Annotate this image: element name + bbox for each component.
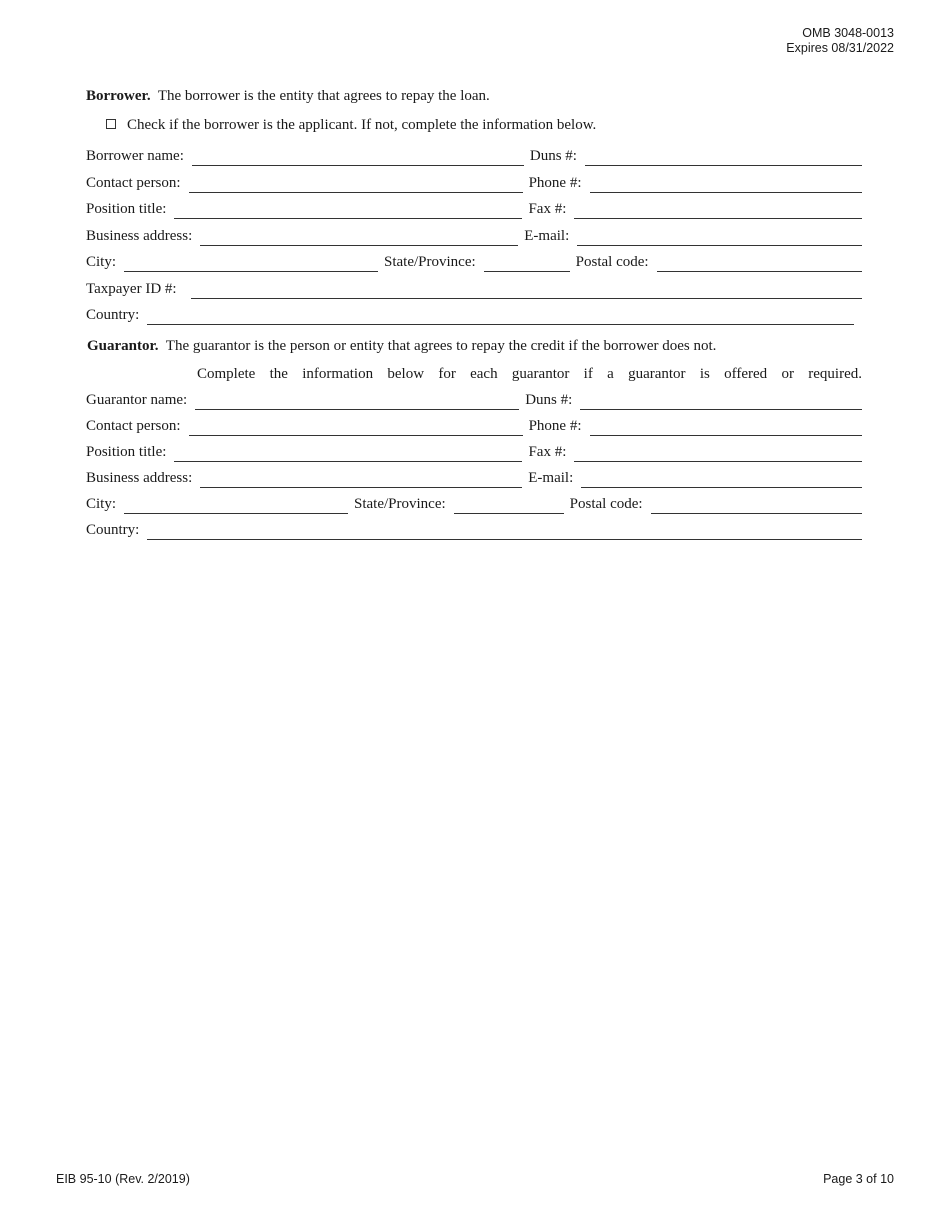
borrower-position-field[interactable] — [174, 204, 522, 219]
guarantor-postal-field[interactable] — [651, 499, 862, 514]
guarantor-email-field[interactable] — [581, 473, 862, 488]
guarantor-duns-label: Duns #: — [525, 392, 573, 408]
guarantor-state-field[interactable] — [454, 499, 564, 514]
guarantor-contact-field[interactable] — [189, 421, 523, 436]
borrower-address-field[interactable] — [200, 231, 518, 246]
footer-page-number: Page 3 of 10 — [823, 1172, 894, 1186]
guarantor-intro — [87, 336, 716, 356]
guarantor-country-row — [86, 520, 862, 540]
borrower-description: The borrower is the entity that agrees to repay the loan. — [157, 88, 490, 104]
guarantor-duns-field[interactable] — [580, 395, 862, 410]
guarantor-city-label: City: — [86, 496, 117, 512]
guarantor-instruction: Complete the information below for each guarantor if a guarantor is offered or required. — [197, 366, 862, 382]
guarantor-description: The guarantor is the person or entity that agrees to repay the credit if the borrower does not. — [165, 338, 717, 354]
borrower-address-label: Business address: — [86, 228, 193, 244]
borrower-position-label: Position title: — [86, 201, 167, 217]
borrower-duns-field[interactable] — [585, 151, 862, 166]
borrower-duns-label: Duns #: — [529, 148, 577, 164]
guarantor-phone-field[interactable] — [590, 421, 863, 436]
guarantor-city-row — [86, 494, 862, 514]
guarantor-city-field[interactable] — [124, 499, 348, 514]
borrower-intro — [86, 86, 490, 106]
borrower-contact-label: Contact person: — [86, 175, 181, 191]
guarantor-name-label: Guarantor name: — [86, 392, 188, 408]
guarantor-phone-label: Phone #: — [528, 418, 582, 434]
borrower-email-field[interactable] — [577, 231, 862, 246]
guarantor-email-label: E-mail: — [528, 470, 574, 486]
borrower-phone-label: Phone #: — [528, 175, 582, 191]
guarantor-address-field[interactable] — [200, 473, 522, 488]
borrower-applicant-checkbox-label: Check if the borrower is the applicant. If not, complete the information below. — [127, 117, 597, 133]
omb-block — [786, 26, 894, 56]
guarantor-fax-field[interactable] — [574, 447, 862, 462]
borrower-city-label: City: — [86, 254, 117, 270]
borrower-state-field[interactable] — [484, 257, 570, 272]
guarantor-name-field[interactable] — [195, 395, 519, 410]
guarantor-contact-label: Contact person: — [86, 418, 181, 434]
guarantor-country-label: Country: — [86, 522, 140, 538]
borrower-contact-row — [86, 173, 862, 193]
borrower-fax-field[interactable] — [574, 204, 862, 219]
guarantor-name-row — [86, 390, 862, 410]
borrower-country-row — [86, 305, 854, 325]
guarantor-postal-label: Postal code: — [569, 496, 643, 512]
borrower-country-field[interactable] — [147, 310, 854, 325]
guarantor-fax-label: Fax #: — [528, 444, 567, 460]
borrower-state-label: State/Province: — [384, 254, 476, 270]
borrower-taxpayer-field[interactable] — [191, 284, 862, 299]
omb-expiry: Expires 08/31/2022 — [786, 41, 894, 55]
guarantor-country-field[interactable] — [147, 525, 862, 540]
borrower-name-field[interactable] — [192, 151, 524, 166]
borrower-taxpayer-label: Taxpayer ID #: — [86, 281, 177, 297]
borrower-name-row — [86, 146, 862, 166]
guarantor-address-label: Business address: — [86, 470, 193, 486]
borrower-address-row — [86, 226, 862, 246]
borrower-fax-label: Fax #: — [528, 201, 567, 217]
guarantor-position-row — [86, 442, 862, 462]
guarantor-contact-row — [86, 416, 862, 436]
borrower-taxpayer-row — [86, 279, 862, 299]
guarantor-heading: Guarantor. — [87, 338, 159, 354]
borrower-applicant-checkbox[interactable] — [106, 119, 116, 129]
borrower-city-field[interactable] — [124, 257, 378, 272]
borrower-postal-label: Postal code: — [575, 254, 649, 270]
guarantor-address-row — [86, 468, 862, 488]
borrower-position-row — [86, 199, 862, 219]
guarantor-position-field[interactable] — [174, 447, 522, 462]
borrower-applicant-checkbox-row — [106, 115, 596, 135]
guarantor-position-label: Position title: — [86, 444, 167, 460]
borrower-email-label: E-mail: — [524, 228, 570, 244]
borrower-phone-field[interactable] — [590, 178, 863, 193]
footer-form-id: EIB 95-10 (Rev. 2/2019) — [56, 1172, 190, 1186]
guarantor-state-label: State/Province: — [354, 496, 446, 512]
borrower-name-label: Borrower name: — [86, 148, 184, 164]
borrower-heading: Borrower. — [86, 88, 151, 104]
borrower-contact-field[interactable] — [189, 178, 523, 193]
omb-number: OMB 3048-0013 — [802, 26, 894, 40]
borrower-city-row — [86, 252, 862, 272]
borrower-postal-field[interactable] — [657, 257, 862, 272]
borrower-country-label: Country: — [86, 307, 140, 323]
